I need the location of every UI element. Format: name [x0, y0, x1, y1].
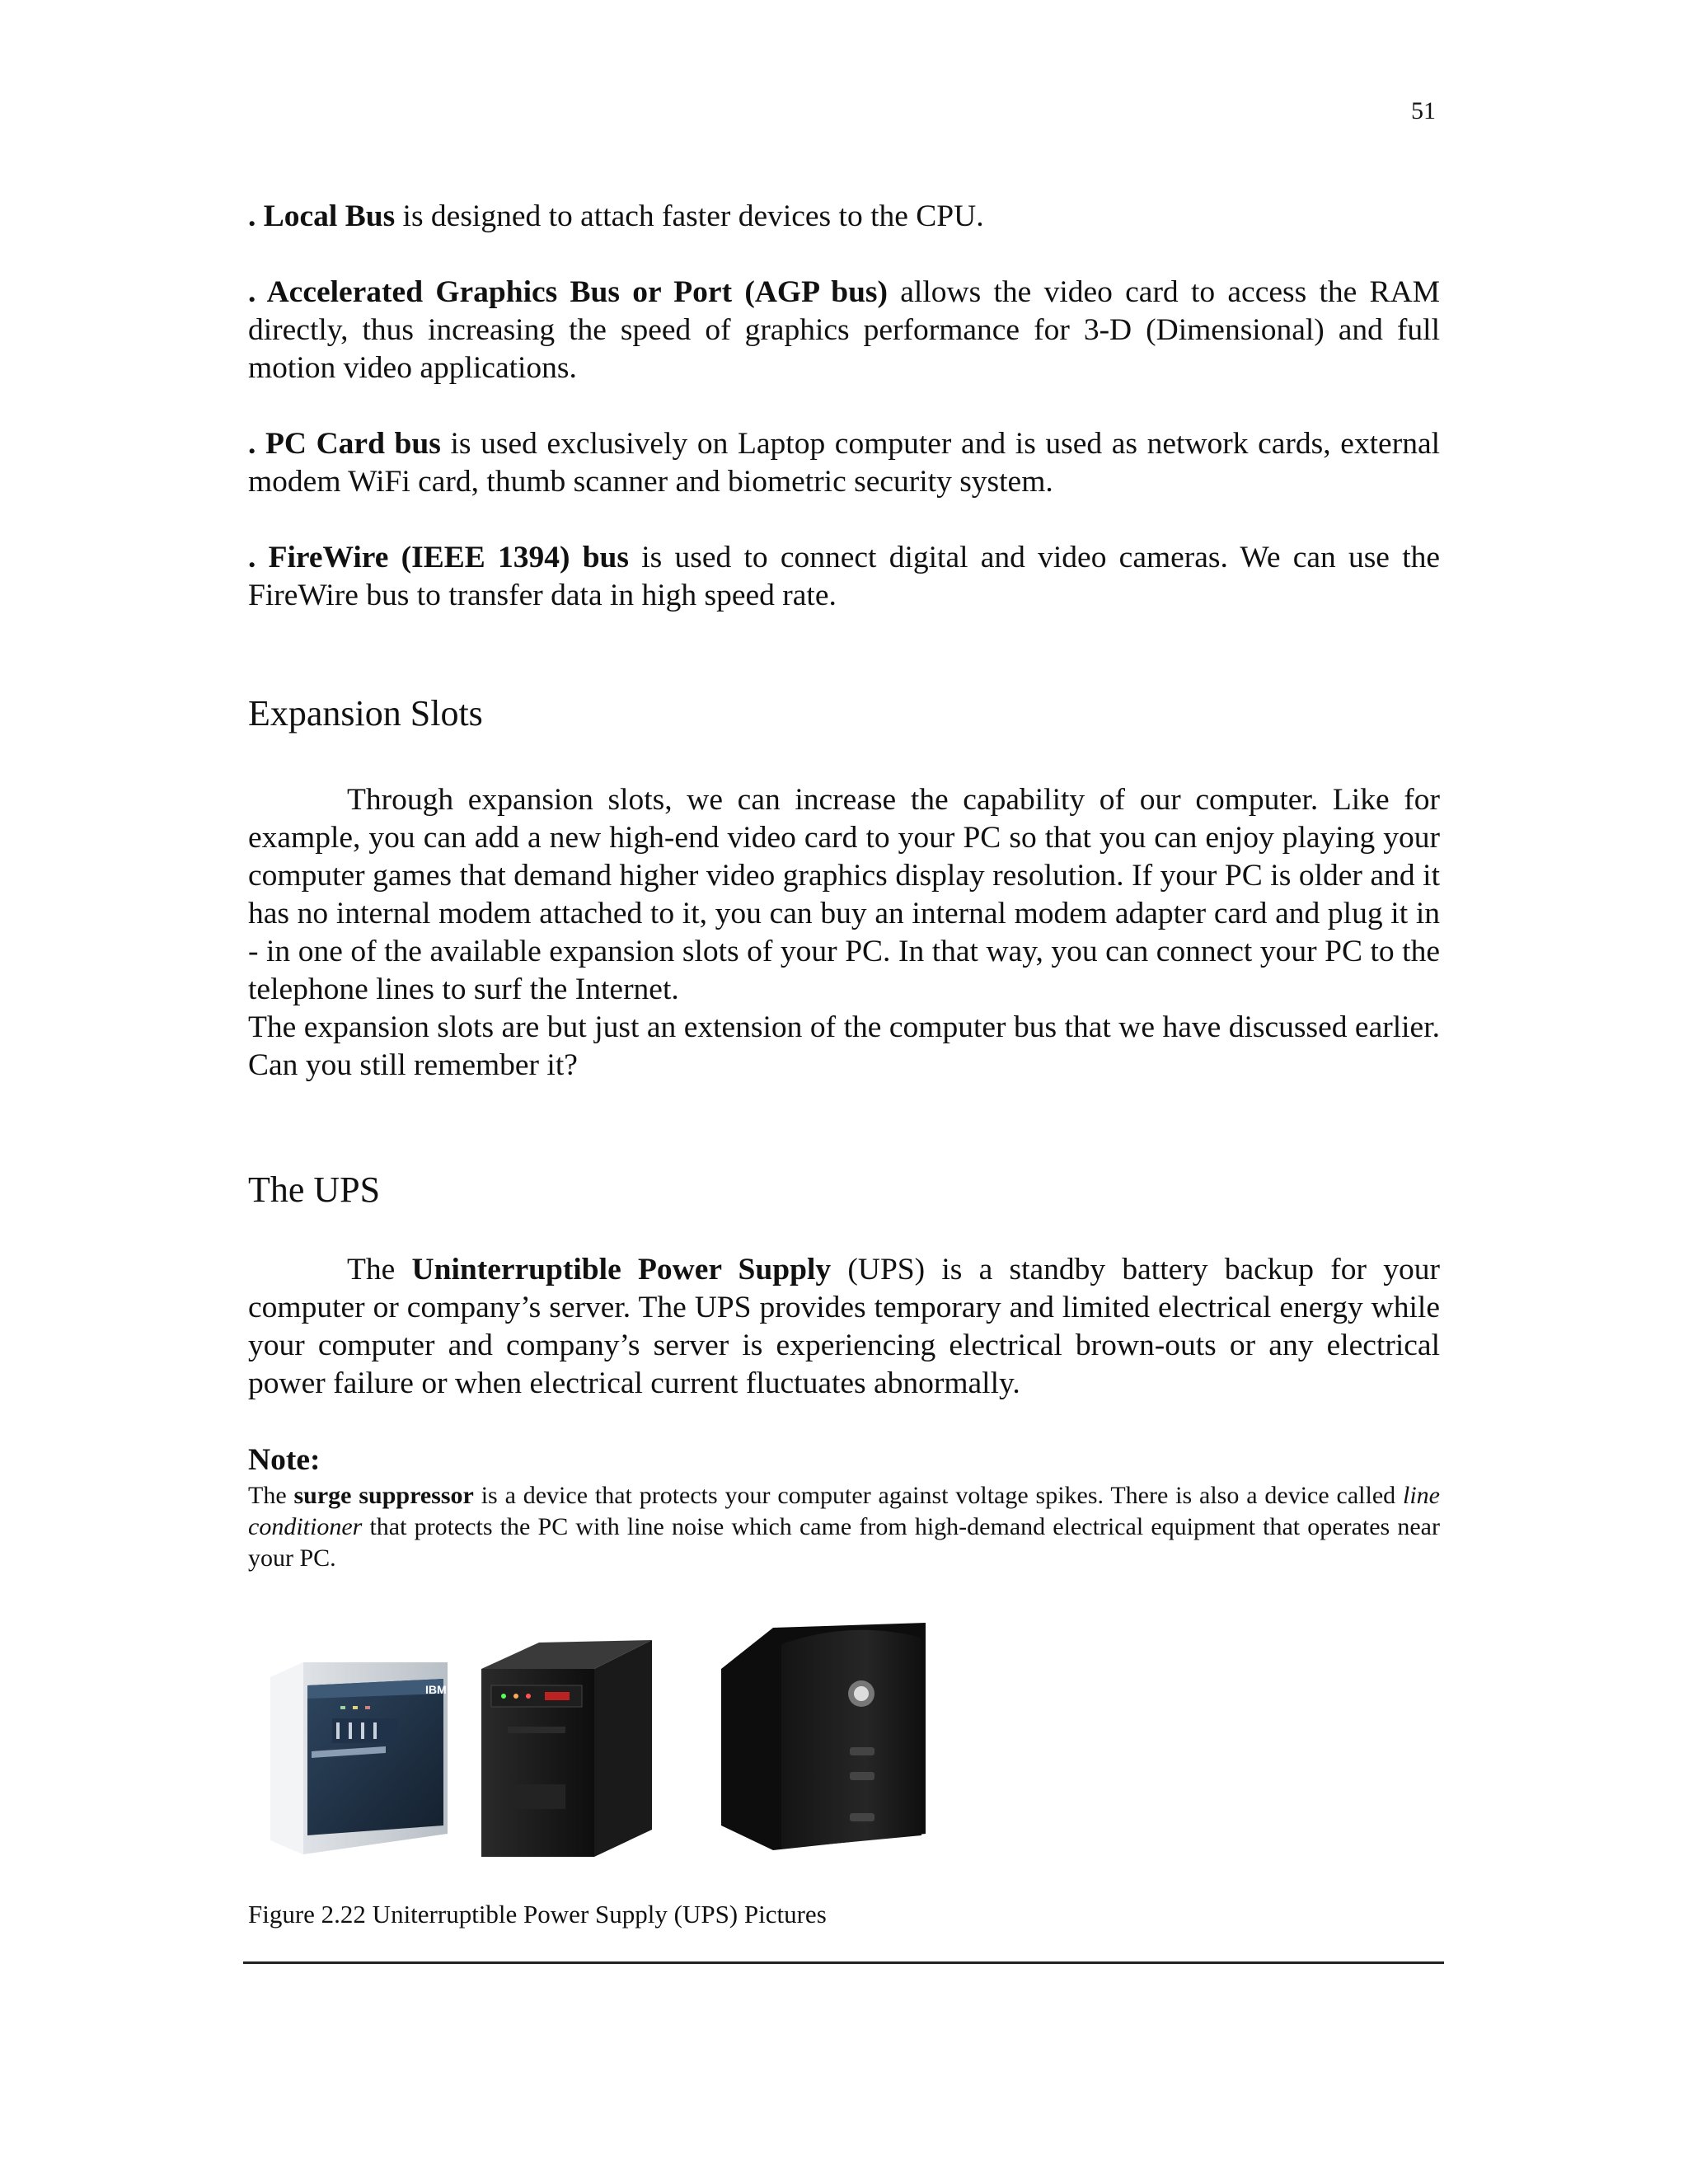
agp-bus-paragraph [248, 274, 1440, 387]
bottom-rule [243, 1961, 1444, 1964]
note-title: Note: [248, 1443, 321, 1477]
ups-figure [262, 1611, 954, 1867]
page-number: 51 [1411, 97, 1436, 124]
note-text-mid: is a device that protects your computer against voltage spikes. There is also a device called [473, 1482, 1403, 1509]
local-bus-term: . Local Bus [248, 199, 396, 233]
surge-suppressor-term: surge suppressor [293, 1482, 474, 1509]
note-paragraph [248, 1480, 1440, 1574]
expansion-slots-text-2: The expansion slots are but just an extension of the computer bus that we have discussed earlier. Can you still remember it? [248, 1010, 1440, 1082]
ups-term: Uninterruptible Power Supply [411, 1253, 832, 1286]
ups-image-apc [475, 1636, 677, 1858]
ups-text-pre: The [347, 1253, 412, 1286]
ups-image-tower [711, 1619, 950, 1858]
ibm-logo: IBM [425, 1683, 447, 1696]
firewire-bus-text: is used to connect digital and video cameras. We can use the FireWire bus to transfer data in high speed rate. [248, 541, 1441, 612]
note-text-pre: The [248, 1482, 294, 1509]
expansion-slots-paragraph [248, 781, 1440, 1085]
ups-image-ibm [262, 1661, 453, 1858]
pc-card-bus-term: . PC Card bus [248, 427, 441, 461]
agp-bus-term: . Accelerated Graphics Bus or Port (AGP bus) [248, 275, 888, 309]
pc-card-bus-paragraph [248, 425, 1440, 501]
ups-heading: The UPS [248, 1169, 381, 1210]
note-text-post: that protects the PC with line noise which came from high-demand electrical equipment that operates near your PC. [248, 1513, 1440, 1572]
expansion-slots-text: Through expansion slots, we can increase the capability of our computer. Like for example, you can add a new high-end video card to your PC so that you can enjoy playing your computer games that demand higher video graphics display resolution. If your PC is older and it has no internal modem attached to it, you can buy an internal modem adapter card and plug it in - in one of the available expansion slots of your PC. In that way, you can connect your PC to the telephone lines to surf the Internet. [248, 783, 1440, 1006]
firewire-bus-paragraph [248, 539, 1440, 615]
ups-text-post: (UPS) is a standby battery backup for your computer or company’s server. The UPS provides temporary and limited electrical energy while your computer and company’s server is experiencing electrical brown-outs or any electrical power failure or when electrical current fluctuates abnormally. [248, 1253, 1440, 1400]
line-conditioner-term: line conditioner [248, 1482, 1440, 1540]
figure-caption: Figure 2.22 Uniterruptible Power Supply (UPS) Pictures [248, 1900, 827, 1929]
firewire-bus-term: . FireWire (IEEE 1394) bus [248, 541, 630, 574]
local-bus-paragraph [248, 198, 1440, 236]
ups-paragraph [248, 1251, 1440, 1403]
agp-bus-text: allows the video card to access the RAM directly, thus increasing the speed of graphics performance for 3-D (Dimensional) and full motion video applications. [248, 275, 1440, 385]
pc-card-bus-text: is used exclusively on Laptop computer and is used as network cards, external modem WiFi card, thumb scanner and biometric security system. [248, 427, 1441, 499]
expansion-slots-heading: Expansion Slots [248, 693, 483, 733]
local-bus-text: is designed to attach faster devices to the CPU. [395, 199, 984, 233]
